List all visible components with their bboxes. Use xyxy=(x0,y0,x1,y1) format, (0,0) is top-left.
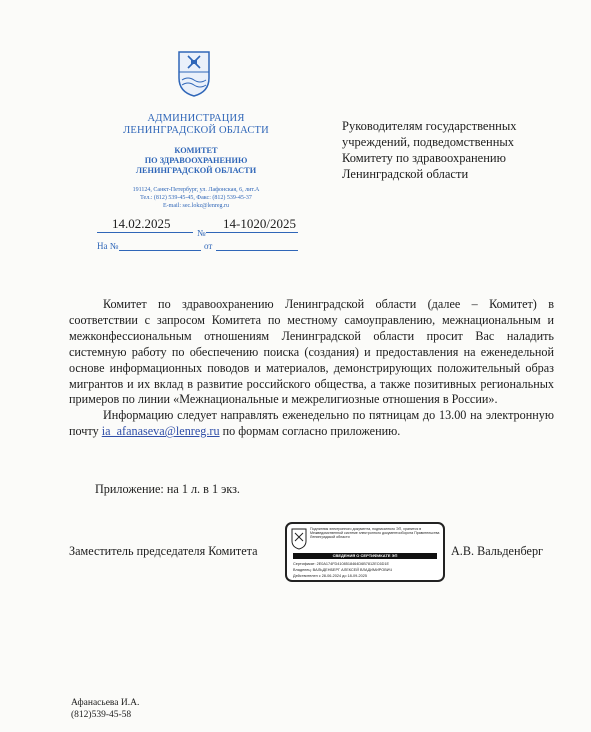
body-paragraph-2 xyxy=(69,408,554,440)
committee-title xyxy=(96,146,296,176)
contact-email-link[interactable]: ia_afanaseva@lenreg.ru xyxy=(101,424,220,439)
registration-date: 14.02.2025 xyxy=(112,216,171,231)
committee-line-1: КОМИТЕТ xyxy=(174,146,218,155)
committee-contacts xyxy=(96,186,296,210)
committee-line-3: ЛЕНИНГРАДСКОЙ ОБЛАСТИ xyxy=(135,166,257,175)
reference-prefix: На № xyxy=(97,241,119,251)
executor-name: Афанасьева И.А. xyxy=(71,698,140,708)
address-line: 191124, Санкт-Петербург, ул. Лафонская, 6, лит.А xyxy=(132,187,260,193)
stamp-certificate-band: СВЕДЕНИЯ О СЕРТИФИКАТЕ ЭП xyxy=(293,553,437,559)
stamp-validity-line: Действителен с 28-06-2024 до 18-09-2025 xyxy=(293,574,367,578)
paragraph-2-text: Информацию следует направлять еженедельно по пятницам до 13.00 на электронную почту xyxy=(69,408,554,439)
reference-from: от xyxy=(204,241,213,251)
signer-position: Заместитель председателя Комитета xyxy=(69,544,258,558)
addressee-block: Руководителям государственных учреждений, подведомственных Комитету по здравоохранению Ленинградской области xyxy=(342,119,517,181)
letter-body xyxy=(69,297,554,440)
stamp-certificate-line: Сертификат: 2E0A174FD4108518464D6B7812EC6D1E xyxy=(293,562,390,566)
stamp-emblem-icon xyxy=(291,528,307,550)
reference-date-underline xyxy=(216,250,298,251)
electronic-signature-stamp xyxy=(285,522,445,582)
registration-number: 14-1020/2025 xyxy=(223,216,296,231)
stamp-header-text: Подлинник электронного документа, подписанного ЭП, хранится в Межведомственной системе электронного документооборота Правительства Ленинградской области xyxy=(310,527,440,540)
admin-line-2: ЛЕНИНГРАДСКОЙ ОБЛАСТИ xyxy=(123,125,269,136)
admin-line-1: АДМИНИСТРАЦИЯ xyxy=(147,113,245,124)
date-underline xyxy=(97,232,193,233)
reference-number-underline xyxy=(119,250,201,251)
stamp-details xyxy=(293,561,439,579)
number-underline xyxy=(206,232,298,233)
executor-block xyxy=(71,697,139,721)
body-paragraph-1: Комитет по здравоохранению Ленинградской области (далее – Комитет) в соответствии с запросом Комитета по местному самоуправлению, межнациональным и межконфессиональным отношениям Ленинградской области просит Вас наладить системную работу по обеспечению поиска (создания) и предоставления на еженедельной основе информационных поводов и материалов, демонстрирующих положительный образ мигрантов и их вклад в развитие российского общества, а также позитивных региональных примеров по линии «Межнациональные и межрелигиозные отношения в России». xyxy=(69,297,554,407)
signer-name: А.В. Вальденберг xyxy=(451,544,544,558)
email-line: E-mail: sec.lokz@lenreg.ru xyxy=(163,203,229,209)
phone-fax-line: Тел.: (812) 539-45-45, Факс: (812) 539-45-37 xyxy=(140,195,252,201)
administration-title xyxy=(96,113,296,137)
number-sign: № xyxy=(197,228,206,238)
paragraph-2-tail: по формам согласно приложению. xyxy=(219,424,401,439)
coat-of-arms-icon xyxy=(177,50,211,98)
executor-phone: (812)539-45-58 xyxy=(71,710,132,720)
committee-line-2: ПО ЗДРАВООХРАНЕНИЮ xyxy=(144,156,248,165)
attachment-note: Приложение: на 1 л. в 1 экз. xyxy=(95,482,240,496)
stamp-owner-line: Владелец: ВАЛЬДЕНБЕРГ АЛЕКСЕЙ ВЛАДИМИРОВИЧ xyxy=(293,568,393,572)
